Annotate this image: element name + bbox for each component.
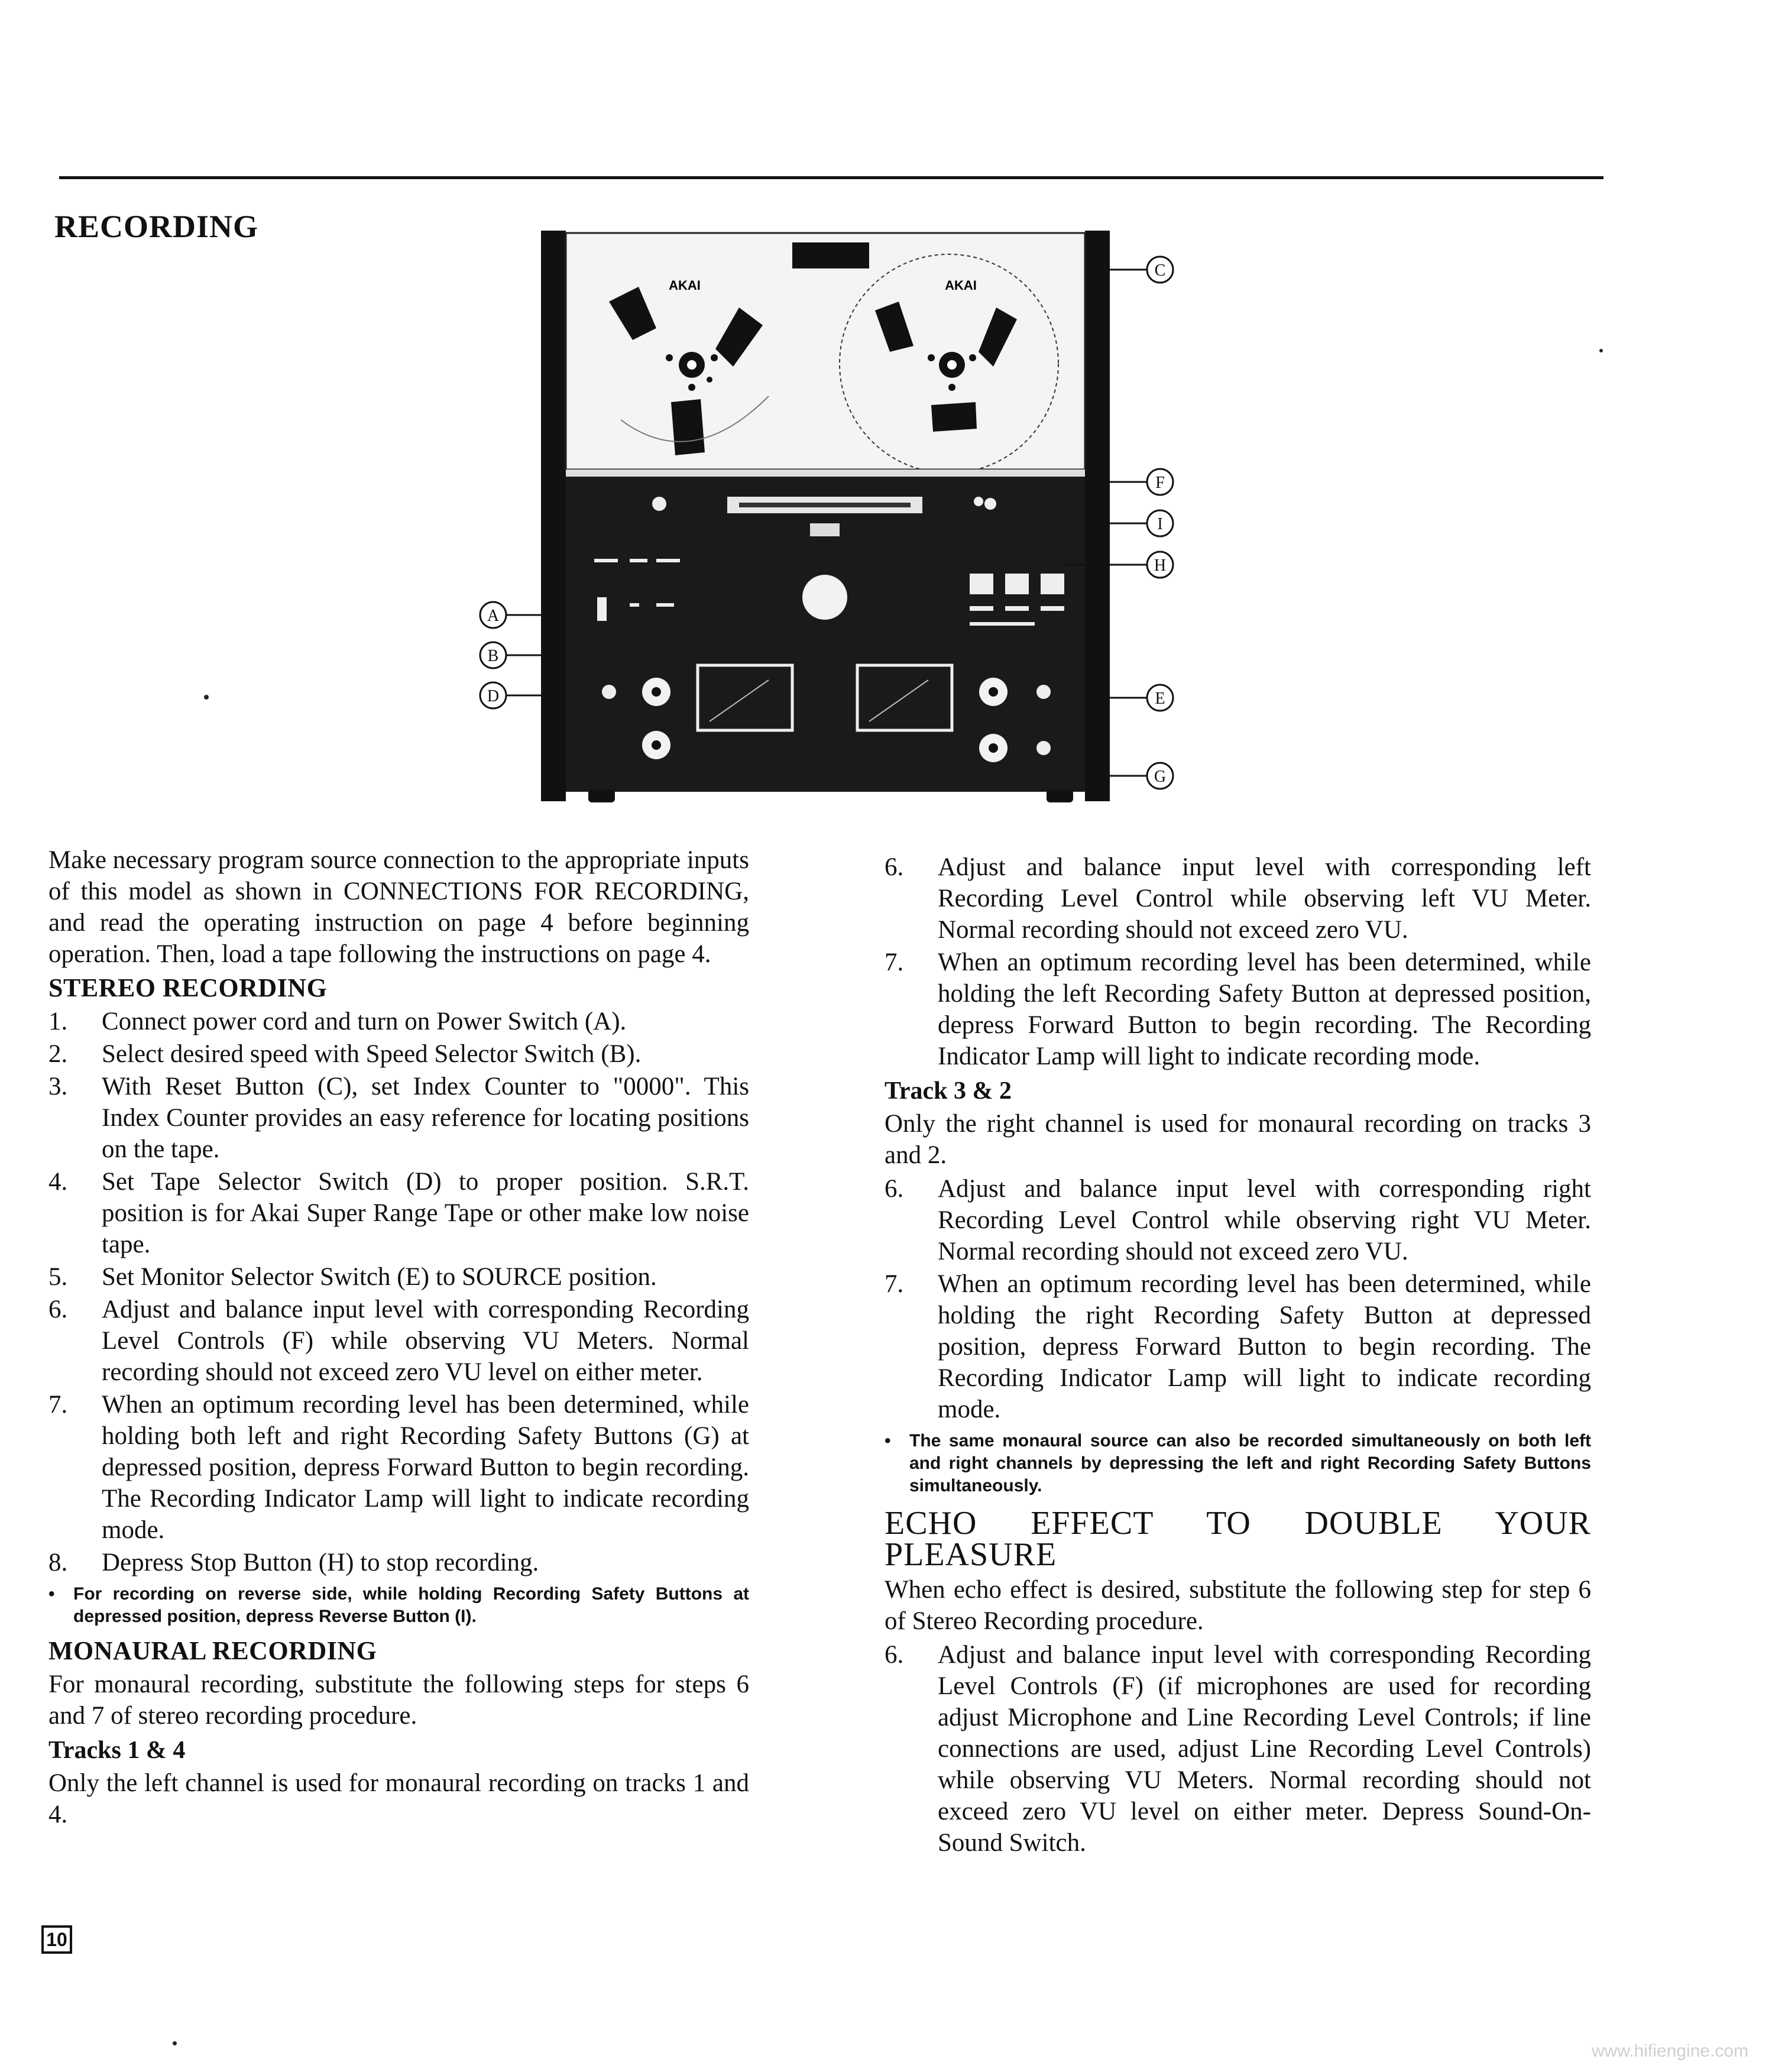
scan-speck [1599,349,1603,352]
page-title: RECORDING [54,209,259,244]
monaural-note: • The same monaural source can also be recorded simultaneously on both left and right channels by depressing the left and right Recording Safety Buttons simultaneously. [885,1431,1591,1495]
callout-c-label: C [1154,261,1166,280]
list-item: 7. When an optimum recording level has been determined, while holding both left and right Recording Safety Buttons (G) at depressed position, depress Forward Button to begin recording. The Recording Indicator Lamp will light to indicate recording mode. [48,1391,749,1544]
vu-meter-right [857,665,952,730]
tracks-1-4-text: Only the left channel is used for monaural recording on tracks 1 and 4. [48,1769,749,1828]
brand-right: AKAI [945,278,977,293]
list-item: 6. Adjust and balance input level with corresponding right Recording Level Control while observing right VU Meter. Normal recording should not exceed zero VU. [885,1175,1591,1265]
tracks-1-4-steps [885,852,1591,1072]
callout-e-label: E [1155,689,1165,708]
power-knob [802,575,847,620]
echo-intro: When echo effect is desired, substitute the following step for step 6 of Stereo Recording procedure. [885,1576,1591,1635]
callout-i-label: I [1157,515,1163,533]
callout-d-label: D [487,687,500,705]
tracks-1-4-heading: Tracks 1 & 4 [48,1737,186,1764]
callout-f-label: F [1155,474,1165,492]
tape-deck-figure [461,225,1206,828]
right-column [885,852,1591,1860]
monaural-intro: For monaural recording, substitute the following steps for steps 6 and 7 of stereo recording procedure. [48,1670,749,1730]
list-item: 6. Adjust and balance input level with corresponding Recording Level Controls (F) while observing VU Meters. Normal recording should not exceed zero VU level on either meter. [48,1296,749,1386]
callout-h-label: H [1154,556,1167,575]
stereo-heading: STEREO RECORDING [48,973,328,1002]
stereo-steps [48,1006,749,1578]
list-item: 7. When an optimum recording level has been determined, while holding the right Recording Safety Button at depressed position, depress Forward Button to begin recording. The Recording Indicator Lamp will light to indicate recording mode. [885,1270,1591,1423]
list-item: 3. With Reset Button (C), set Index Counter to "0000". This Index Counter provides an easy reference for locating positions on the tape. [48,1073,749,1163]
echo-steps [885,1639,1591,1859]
callout-b-label: B [487,647,499,665]
scan-speck [204,695,209,700]
top-rule [59,176,1603,179]
tracks-3-2-steps [885,1173,1591,1425]
list-item: 8. Depress Stop Button (H) to stop recording. [48,1549,539,1576]
list-item: 4. Set Tape Selector Switch (D) to proper position. S.R.T. position is for Akai Super Range Tape or other make low noise tape. [48,1168,749,1258]
deck-left-post [541,231,566,801]
callout-g-label: G [1154,768,1167,786]
deck-right-post [1085,231,1110,801]
list-item: 7. When an optimum recording level has been determined, while holding the left Recording Safety Button at depressed position, depress Forward Button to begin recording. The Recording Indicator Lamp will light to indicate recording mode. [885,948,1591,1070]
stereo-note: • For recording on reverse side, while holding Recording Safety Buttons at depressed position, depress Reverse Button (I). [48,1584,749,1626]
tracks-3-2-text: Only the right channel is used for monaural recording on tracks 3 and 2. [885,1110,1591,1169]
left-column [48,844,749,1833]
brand-left: AKAI [669,278,701,293]
scan-speck [173,2041,177,2045]
page-number: 10 [41,1925,72,1954]
monaural-heading: MONAURAL RECORDING [48,1636,377,1665]
list-item: 6. Adjust and balance input level with corresponding Recording Level Controls (F) (if microphones are used for recording adjust Microphone and Line Recording Level Controls; if line connections are used, adjust Line Recording Level Controls) while observing VU Meters. Normal recording should not exceed zero VU level on either meter. Depress Sound-On-Sound Switch. [885,1641,1591,1857]
callout-a-label: A [487,607,500,625]
list-item: 1. Connect power cord and turn on Power Switch (A). [48,1008,627,1035]
intro-paragraph: Make necessary program source connection to the appropriate inputs of this model as shown in CONNECTIONS FOR RECORDING, and read the operating instruction on page 4 before beginning operation. Then, load a tape following the instructions on page 4. [48,846,749,968]
list-item: 6. Adjust and balance input level with corresponding left Recording Level Control while observing left VU Meter. Normal recording should not exceed zero VU. [885,853,1591,944]
echo-heading: ECHO EFFECT TO DOUBLE YOUR PLEASURE [885,1505,1591,1573]
vu-meter-left [698,665,792,730]
watermark: www.hifiengine.com [1591,2041,1748,2061]
list-item: 2. Select desired speed with Speed Selector Switch (B). [48,1040,642,1068]
tracks-3-2-heading: Track 3 & 2 [885,1077,1012,1105]
list-item: 5. Set Monitor Selector Switch (E) to SOURCE position. [48,1263,657,1291]
index-counter [792,242,869,268]
